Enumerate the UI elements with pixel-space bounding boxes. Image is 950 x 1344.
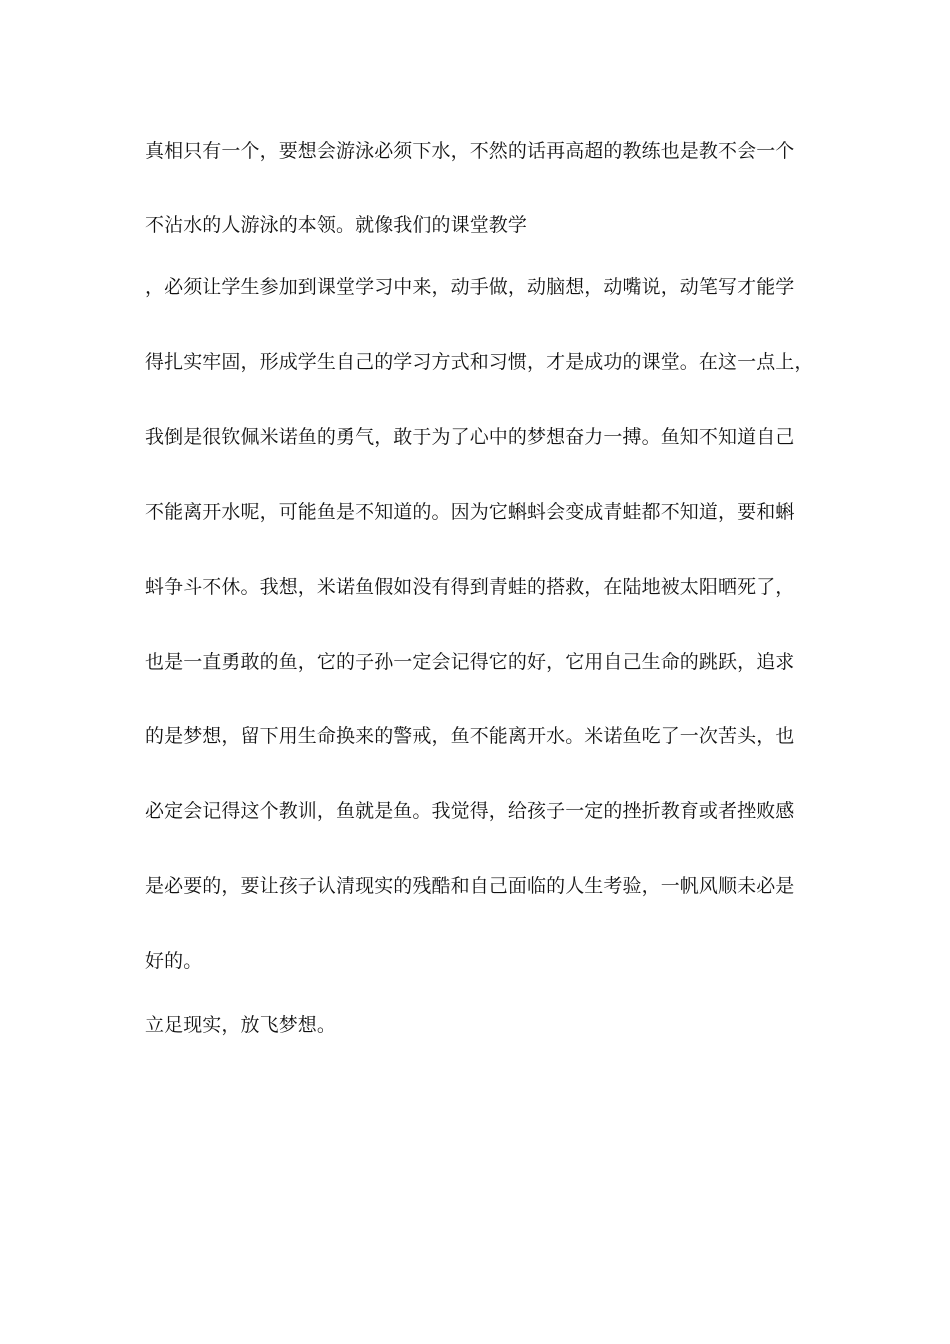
paragraph-line: 的是梦想，留下用生命换来的警戒，鱼不能离开水。米诺鱼吃了一次苦头，也	[145, 725, 795, 747]
paragraph-line: 得扎实牢固，形成学生自己的学习方式和习惯，才是成功的课堂。在这一点上，	[145, 351, 814, 373]
paragraph-line: 好的。	[145, 950, 203, 972]
paragraph-line: 也是一直勇敢的鱼，它的子孙一定会记得它的好，它用自己生命的跳跃，追求	[145, 651, 795, 673]
paragraph-line: 我倒是很钦佩米诺鱼的勇气，敢于为了心中的梦想奋力一搏。鱼知不知道自己	[145, 426, 795, 448]
paragraph-line: 不沾水的人游泳的本领。就像我们的课堂教学	[145, 214, 528, 236]
paragraph-line: ，必须让学生参加到课堂学习中来，动手做，动脑想，动嘴说，动笔写才能学	[145, 276, 795, 298]
paragraph-line: 是必要的，要让孩子认清现实的残酷和自己面临的人生考验，一帆风顺未必是	[145, 875, 795, 897]
paragraph-line: 不能离开水呢，可能鱼是不知道的。因为它蝌蚪会变成青蛙都不知道，要和蝌	[145, 501, 795, 523]
paragraph-line: 蚪争斗不休。我想，米诺鱼假如没有得到青蛙的搭救，在陆地被太阳晒死了，	[145, 576, 795, 598]
closing-line: 立足现实，放飞梦想。	[145, 1014, 337, 1036]
paragraph-line: 真相只有一个，要想会游泳必须下水，不然的话再高超的教练也是教不会一个	[145, 140, 795, 162]
paragraph-line: 必定会记得这个教训，鱼就是鱼。我觉得，给孩子一定的挫折教育或者挫败感	[145, 800, 795, 822]
